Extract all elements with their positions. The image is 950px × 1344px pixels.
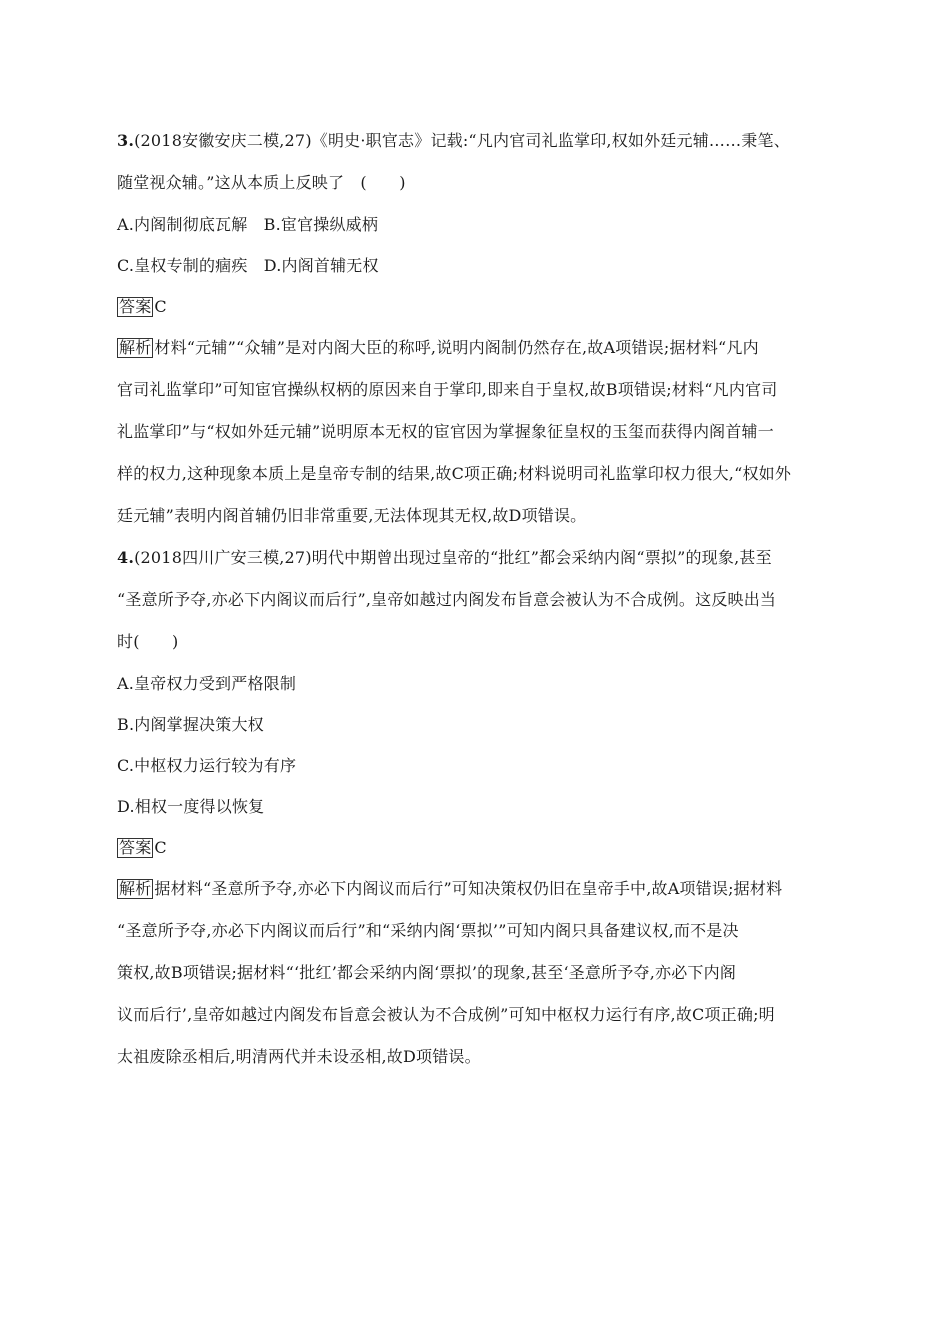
question-3-analysis-line-2: 官司礼监掌印”可知宦官操纵权柄的原因来自于掌印,即来自于皇权,故B项错误;材料“凡内官司 xyxy=(117,380,778,399)
question-3-number: 3. xyxy=(117,131,135,150)
question-4-analysis-line-5: 太祖废除丞相后,明清两代并未设丞相,故D项错误。 xyxy=(117,1047,481,1066)
question-3-analysis-line-1: 解析 材料“元辅”“众辅”是对内阁大臣的称呼,说明内阁制仍然存在,故A项错误;据材料“凡内 xyxy=(119,338,759,357)
answer-value: C xyxy=(154,297,167,316)
question-3 xyxy=(117,120,837,537)
question-3-analysis-line-5: 廷元辅”表明内阁首辅仍旧非常重要,无法体现其无权,故D项错误。 xyxy=(117,506,587,525)
analysis-label: 解析 xyxy=(119,338,152,357)
question-4-option-d: D.相权一度得以恢复 xyxy=(117,797,265,816)
question-3-stem-line-2: 随堂视众辅。”这从本质上反映了 ( ) xyxy=(117,173,406,192)
question-4-stem-line-2: “圣意所予夺,亦必下内阁议而后行”,皇帝如越过内阁发布旨意会被认为不合成例。这反映出当 xyxy=(117,590,777,609)
question-4 xyxy=(117,537,837,1078)
question-3-option-line-1: A.内阁制彻底瓦解 B.宦官操纵威柄 xyxy=(117,215,379,234)
question-4-option-a: A.皇帝权力受到严格限制 xyxy=(117,674,297,693)
question-4-analysis-line-3: 策权,故B项错误;据材料“‘批红’都会采纳内阁‘票拟’的现象,甚至‘圣意所予夺,亦必下内阁 xyxy=(117,963,737,982)
question-4-option-c: C.中枢权力运行较为有序 xyxy=(117,756,297,775)
question-3-answer xyxy=(117,286,837,327)
answer-label: 答案 xyxy=(119,297,152,316)
question-3-stem-line-1: 3.(2018安徽安庆二模,27)《明史·职官志》记载:“凡内官司礼监掌印,权如外廷元辅……秉笔、 xyxy=(117,131,790,150)
document-page xyxy=(117,120,837,1078)
question-4-analysis-line-2: “圣意所予夺,亦必下内阁议而后行”和“采纳内阁‘票拟’”可知内阁只具备建议权,而不是决 xyxy=(117,921,739,940)
question-4-analysis-line-1: 解析 据材料“圣意所予夺,亦必下内阁议而后行”可知决策权仍旧在皇帝手中,故A项错误;据材料 xyxy=(119,879,783,898)
question-4-stem-line-1: 4.(2018四川广安三模,27)明代中期曾出现过皇帝的“批红”都会采纳内阁“票拟”的现象,甚至 xyxy=(117,548,772,567)
question-4-number: 4. xyxy=(117,548,135,567)
question-4-option-b: B.内阁掌握决策大权 xyxy=(117,715,264,734)
analysis-label: 解析 xyxy=(119,879,152,898)
question-4-answer xyxy=(117,827,837,868)
answer-value: C xyxy=(154,838,167,857)
question-3-option-line-2: C.皇权专制的痼疾 D.内阁首辅无权 xyxy=(117,256,379,275)
question-4-stem-line-3: 时( ) xyxy=(117,632,179,651)
question-3-analysis-line-4: 样的权力,这种现象本质上是皇帝专制的结果,故C项正确;材料说明司礼监掌印权力很大,“权如外 xyxy=(117,464,792,483)
answer-label: 答案 xyxy=(119,838,152,857)
question-3-analysis-line-3: 礼监掌印”与“权如外廷元辅”说明原本无权的宦官因为掌握象征皇权的玉玺而获得内阁首辅一 xyxy=(117,422,774,441)
question-4-analysis-line-4: 议而后行’,皇帝如越过内阁发布旨意会被认为不合成例”可知中枢权力运行有序,故C项正确;明 xyxy=(117,1005,775,1024)
